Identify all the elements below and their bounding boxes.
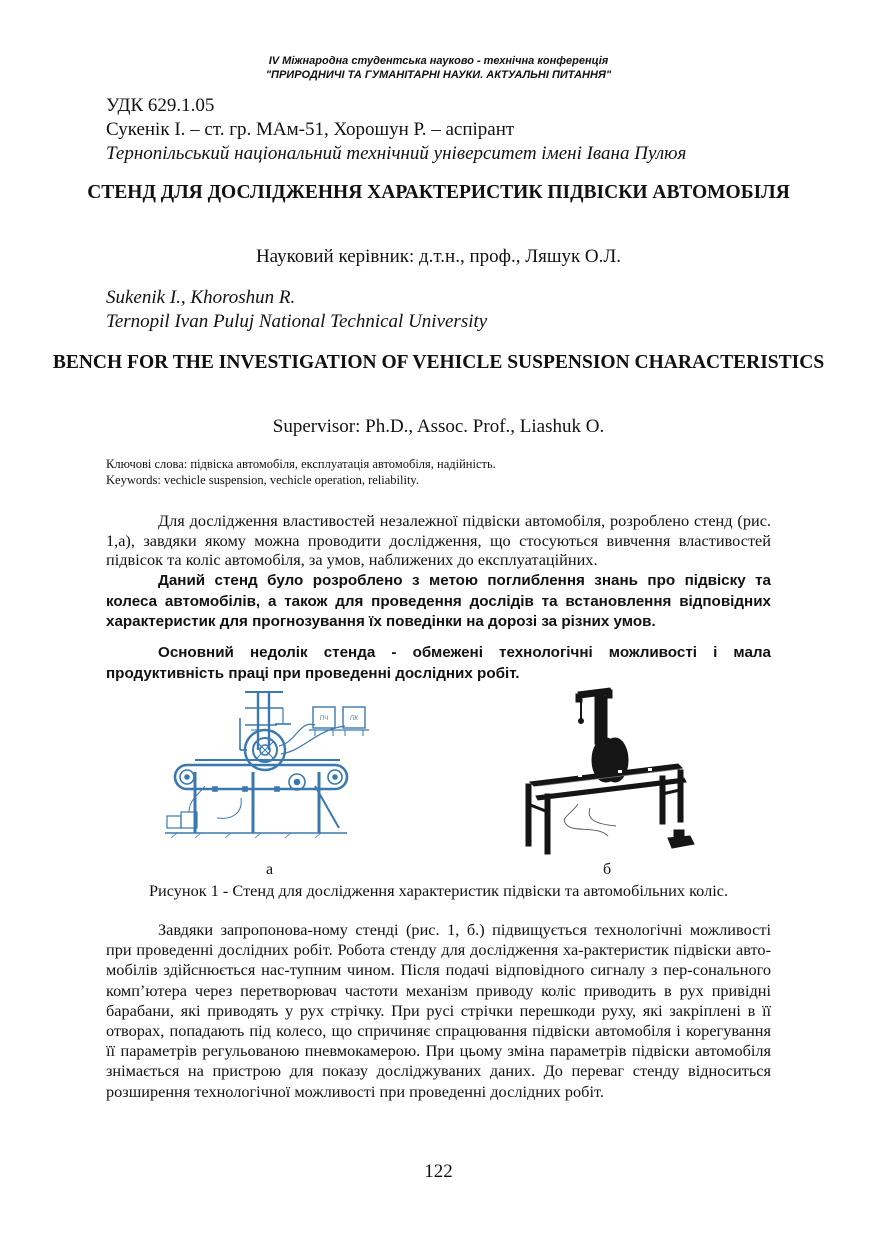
body-paragraph-2: Даний стенд було розроблено з метою поглиблення знань про підвіску та колеса автомобілів, а також для проведення дослідів та встановлення відповідних характеристик для прогнозування їх поведінки на дорозі за різних умов. [106, 572, 771, 630]
figure-b-render [518, 686, 698, 861]
page-number: 122 [424, 1161, 453, 1182]
figure-a-schematic [165, 690, 380, 840]
box2-label: ПК [350, 716, 358, 722]
figure-label-b: б [603, 861, 612, 878]
udk-code: УДК 629.1.05 [106, 95, 215, 116]
body-paragraph-3: Основний недолік стенда - обмежені технологічні можливості і мала продуктивність праці при проведенні дослідних робіт. [106, 644, 771, 682]
supervisor-uk: Науковий керівник: д.т.н., проф., Ляшук О.Л. [255, 246, 622, 267]
figure-label-a: а [266, 861, 274, 878]
paper-title-en: BENCH FOR THE INVESTIGATION OF VEHICLE SUSPENSION CHARACTERISTICS [52, 352, 825, 373]
authors-uk: Сукенік І. – ст. гр. МАм-51, Хорошун Р. – аспірант [106, 119, 515, 140]
affiliation-en: Ternopil Ivan Puluj National Technical University [106, 311, 488, 332]
conference-title-line1: IV Міжнародна студентська науково - технічна конференція [268, 55, 609, 67]
authors-en: Sukenik I., Khoroshun R. [106, 287, 296, 308]
conference-title-line2: "ПРИРОДНИЧІ ТА ГУМАНІТАРНІ НАУКИ. АКТУАЛЬНІ ПИТАННЯ" [265, 69, 612, 81]
supervisor-en: Supervisor: Ph.D., Assoc. Prof., Liashuk O. [272, 416, 605, 437]
keywords-en: Keywords: vechicle suspension, vechicle operation, reliability. [106, 473, 419, 487]
affiliation-uk: Тернопільський національний технічний університет імені Івана Пулюя [106, 143, 687, 164]
box1-label: ПЧ [319, 716, 329, 722]
keywords-uk: Ключові слова: підвіска автомобіля, експлуатація автомобіля, надійність. [106, 457, 496, 471]
paper-title-uk: СТЕНД ДЛЯ ДОСЛІДЖЕННЯ ХАРАКТЕРИСТИК ПІДВІСКИ АВТОМОБІЛЯ [87, 182, 790, 203]
body-paragraph-1: Для дослідження властивостей незалежної підвіски автомобіля, розроблено стенд (рис. 1,а), завдяки якому можна проводити дослідження, що стосуються вивчення властивостей підвісок та коліс автомобіля, за умов, наближених до експлуатаційних. [106, 511, 771, 570]
body-paragraph-4: Завдяки запропонова-ному стенді (рис. 1, б.) підвищується технологічні можливості при проведенні дослідних робіт. Робота стенду для дослідження ха-рактеристик підвіски авто-мобілів здійснюється нас-тупним чином. Після подачі відповідного сигналу з пер-сонального комп’ютера через перетворювач частоти механізм приводу коліс приводить в рух привідні барабани, які приводять у рух стрічку. При русі стрічки перешкоди руху, які закріплені в її отворах, попадають під колесо, що спричиняє спрацювання підвіски автомобіля і корегування її параметрів регульованою пневмокамерою. При цьому зміна параметрів підвіски автомобіля знімається на пристрою для показу досліджуваних даних. До переваг стенду відноситься розширення технологічної можливості при проведенні дослідних робіт. [106, 920, 771, 1101]
figure-caption: Рисунок 1 - Стенд для дослідження характеристик підвіски та автомобільних коліс. [148, 881, 729, 900]
